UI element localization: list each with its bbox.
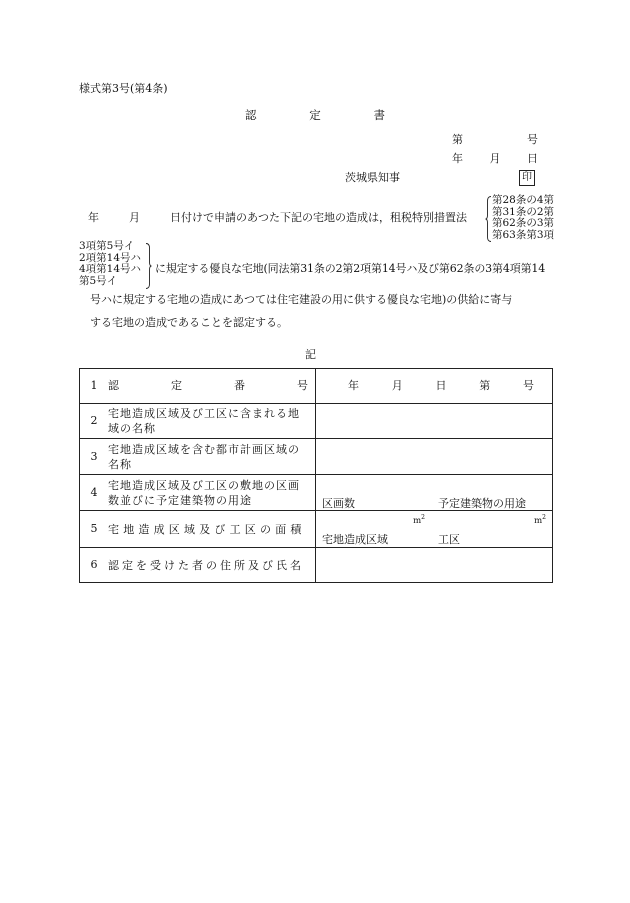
title-char: 書	[373, 108, 385, 122]
certification-table	[79, 368, 553, 583]
table-row	[80, 475, 553, 511]
row-label-cell	[80, 475, 316, 511]
row-label: 宅地造成区域を含む都市計画区域の名称	[108, 442, 300, 471]
body-text-1: 日付けで申請のあつた下記の宅地の造成は，租税特別措置法	[170, 211, 467, 224]
law-reference: 第5号イ	[79, 274, 118, 287]
law-references-left	[79, 241, 141, 287]
value-char: 第	[479, 379, 491, 393]
document-number	[452, 133, 538, 147]
area-size-cell	[316, 511, 553, 548]
law-reference: 4項第14号ハ	[79, 263, 142, 276]
row-number: 4	[90, 485, 98, 499]
building-usage-label: 予定建築物の用途	[438, 496, 526, 510]
date-year: 年	[452, 152, 463, 165]
note-heading: 記	[305, 348, 316, 361]
area-name-field[interactable]	[316, 404, 553, 439]
unit-base: m	[534, 515, 543, 526]
applicant-address-name-field[interactable]	[316, 548, 553, 583]
construction-zone-label: 工区	[438, 533, 460, 546]
right-brace	[485, 196, 492, 242]
row-label	[108, 379, 308, 393]
row-label: 認定を受けた者の住所及び氏名	[108, 558, 304, 572]
row-number: 3	[90, 449, 98, 463]
body-line-4: する宅地の造成であることを認定する。	[90, 316, 288, 329]
form-id: 様式第3号(第4条)	[79, 82, 168, 95]
table-row	[80, 548, 553, 583]
law-reference: 第31条の2第	[492, 205, 555, 218]
law-reference: 第63条第3項	[492, 228, 555, 241]
law-reference: 3項第5号イ	[79, 240, 135, 252]
body-line-3: 号ハに規定する宅地の造成にあつては住宅建設の用に供する優良な宅地)の供給に寄与	[90, 293, 513, 306]
left-brace	[145, 243, 152, 289]
lots-and-usage-cell	[316, 475, 553, 511]
issuer: 茨城県知事	[345, 171, 400, 184]
row-label: 宅地造成区域及び工区の面積	[108, 522, 306, 536]
blank-year: 年	[88, 211, 99, 224]
certification-number-field[interactable]	[316, 369, 553, 404]
table-row	[80, 439, 553, 475]
row-label-cell	[80, 439, 316, 475]
value-char: 年	[348, 379, 359, 393]
value-char: 月	[391, 379, 403, 393]
unit-label	[534, 514, 546, 526]
label-char: 号	[297, 379, 308, 393]
body-line-1	[88, 211, 467, 225]
label-char: 認	[108, 379, 119, 393]
law-reference: 2項第14号ハ	[79, 251, 142, 264]
row-number: 1	[90, 379, 98, 393]
label-char: 番	[234, 379, 245, 393]
row-number: 2	[90, 414, 98, 428]
law-reference: 第28条の4第	[492, 194, 555, 206]
title-char: 認	[245, 108, 257, 122]
blank-month: 月	[129, 211, 140, 224]
title-char: 定	[309, 108, 321, 122]
value-char: 日	[435, 379, 447, 393]
row-label-cell	[80, 404, 316, 439]
row-label: 宅地造成区域及び工区の敷地の区画数並びに予定建築物の用途	[108, 478, 300, 507]
development-area-label: 宅地造成区域	[322, 533, 388, 546]
law-reference: 第62条の3第	[492, 217, 555, 230]
date-day: 日	[527, 152, 538, 165]
row-number: 6	[90, 558, 98, 572]
certification-number-labels	[316, 379, 552, 393]
unit-base: m	[413, 515, 422, 526]
table-row	[80, 511, 553, 548]
unit-exponent: 2	[421, 513, 425, 521]
unit-label	[413, 514, 425, 526]
city-planning-area-field[interactable]	[316, 439, 553, 475]
seal-mark: 印	[519, 170, 535, 186]
row-label-cell	[80, 511, 316, 548]
row-number: 5	[90, 522, 98, 536]
row-label: 宅地造成区域及び工区に含まれる地域の名称	[108, 407, 300, 435]
table-row	[80, 369, 553, 404]
row-label-cell	[80, 548, 316, 583]
table-row	[80, 404, 553, 439]
unit-exponent: 2	[542, 513, 546, 521]
label-char: 定	[171, 379, 182, 393]
body-line-2: に規定する優良な宅地(同法第31条の2第2項第14号ハ及び第62条の3第4項第14	[155, 262, 546, 275]
number-suffix: 号	[527, 133, 538, 146]
date-month: 月	[489, 152, 501, 165]
document-date	[452, 152, 538, 166]
lot-count-label: 区画数	[322, 496, 355, 510]
value-char: 号	[523, 379, 534, 393]
number-prefix: 第	[452, 133, 463, 146]
row-label-cell	[80, 369, 316, 404]
law-references-right	[492, 195, 554, 241]
document-title	[245, 108, 385, 122]
